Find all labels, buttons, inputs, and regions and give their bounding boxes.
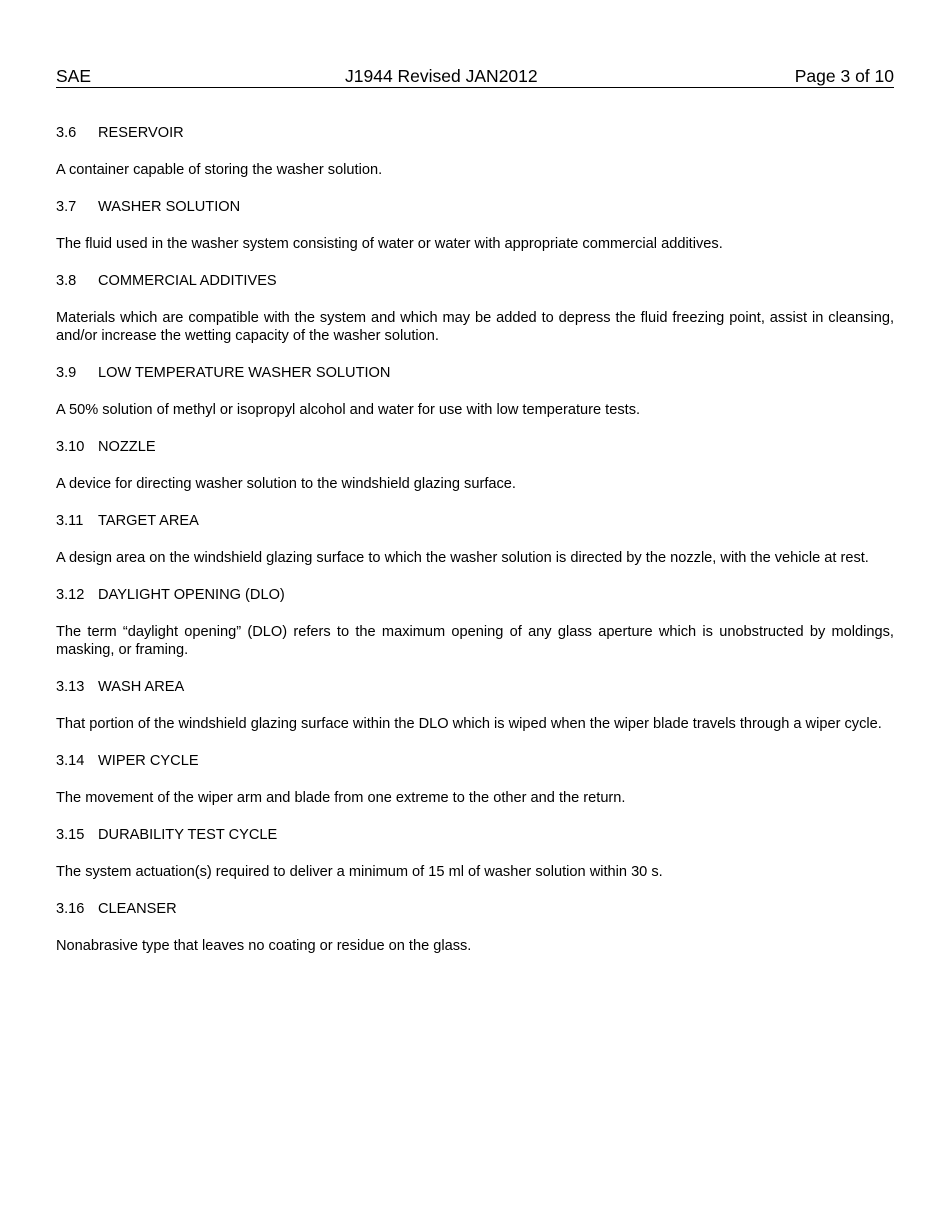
section-3-16 bbox=[56, 900, 894, 955]
section-number: 3.16 bbox=[56, 901, 85, 917]
section-3-12 bbox=[56, 586, 894, 659]
section-heading bbox=[56, 438, 894, 456]
section-3-15 bbox=[56, 826, 894, 881]
section-title: TARGET AREA bbox=[98, 513, 199, 529]
section-title: NOZZLE bbox=[98, 439, 156, 455]
section-heading bbox=[56, 752, 894, 770]
section-heading bbox=[56, 900, 894, 918]
section-number: 3.10 bbox=[56, 439, 85, 455]
section-number: 3.9 bbox=[56, 365, 77, 381]
section-heading bbox=[56, 586, 894, 604]
section-text: The term “daylight opening” (DLO) refers to the maximum opening of any glass aperture which is unobstructed by moldings, masking, or framing. bbox=[56, 624, 894, 658]
section-text: A container capable of storing the washer solution. bbox=[56, 162, 383, 178]
section-heading bbox=[56, 272, 894, 290]
section-heading bbox=[56, 198, 894, 216]
header-document-id: J1944 Revised JAN2012 bbox=[345, 66, 538, 86]
section-number: 3.8 bbox=[56, 273, 77, 289]
definitions-content bbox=[56, 124, 894, 974]
document-page bbox=[56, 66, 894, 954]
section-text: A device for directing washer solution to the windshield glazing surface. bbox=[56, 476, 516, 492]
section-number: 3.13 bbox=[56, 679, 85, 695]
section-number: 3.7 bbox=[56, 199, 77, 215]
section-title: WASH AREA bbox=[98, 679, 185, 695]
section-3-10 bbox=[56, 438, 894, 493]
section-title: CLEANSER bbox=[98, 901, 177, 917]
section-heading bbox=[56, 826, 894, 844]
section-3-6 bbox=[56, 124, 894, 179]
section-text: The system actuation(s) required to deliver a minimum of 15 ml of washer solution within 30 s. bbox=[56, 864, 663, 880]
section-text: A 50% solution of methyl or isopropyl alcohol and water for use with low temperature tests. bbox=[56, 402, 641, 418]
section-number: 3.6 bbox=[56, 125, 77, 141]
header-page-number: Page 3 of 10 bbox=[794, 66, 894, 86]
section-title: LOW TEMPERATURE WASHER SOLUTION bbox=[98, 365, 391, 381]
section-number: 3.12 bbox=[56, 587, 85, 603]
section-heading bbox=[56, 364, 894, 382]
section-title: COMMERCIAL ADDITIVES bbox=[98, 273, 277, 289]
section-title: WASHER SOLUTION bbox=[98, 199, 241, 215]
section-text: Nonabrasive type that leaves no coating or residue on the glass. bbox=[56, 938, 472, 954]
section-number: 3.14 bbox=[56, 753, 85, 769]
page-header bbox=[56, 66, 894, 88]
section-text: Materials which are compatible with the system and which may be added to depress the fluid freezing point, assist in cleansing, and/or increase the wetting capacity of the washer solution. bbox=[56, 310, 894, 344]
header-organization: SAE bbox=[56, 66, 92, 86]
section-3-9 bbox=[56, 364, 894, 419]
section-3-13 bbox=[56, 678, 894, 733]
section-heading bbox=[56, 124, 894, 142]
section-number: 3.15 bbox=[56, 827, 85, 843]
section-text: The movement of the wiper arm and blade from one extreme to the other and the return. bbox=[56, 790, 626, 806]
section-text: The fluid used in the washer system consisting of water or water with appropriate commercial additives. bbox=[56, 236, 723, 252]
section-heading bbox=[56, 512, 894, 530]
section-3-8 bbox=[56, 272, 894, 345]
section-title: DAYLIGHT OPENING (DLO) bbox=[98, 587, 285, 603]
section-heading bbox=[56, 678, 894, 696]
section-3-7 bbox=[56, 198, 894, 253]
section-title: WIPER CYCLE bbox=[98, 753, 199, 769]
section-3-11 bbox=[56, 512, 894, 567]
section-title: RESERVOIR bbox=[98, 125, 184, 141]
section-text: A design area on the windshield glazing surface to which the washer solution is directed by the nozzle, with the vehicle at rest. bbox=[56, 550, 869, 566]
section-title: DURABILITY TEST CYCLE bbox=[98, 827, 278, 843]
section-3-14 bbox=[56, 752, 894, 807]
section-text: That portion of the windshield glazing surface within the DLO which is wiped when the wiper blade travels through a wiper cycle. bbox=[56, 716, 882, 732]
section-number: 3.11 bbox=[56, 513, 84, 529]
